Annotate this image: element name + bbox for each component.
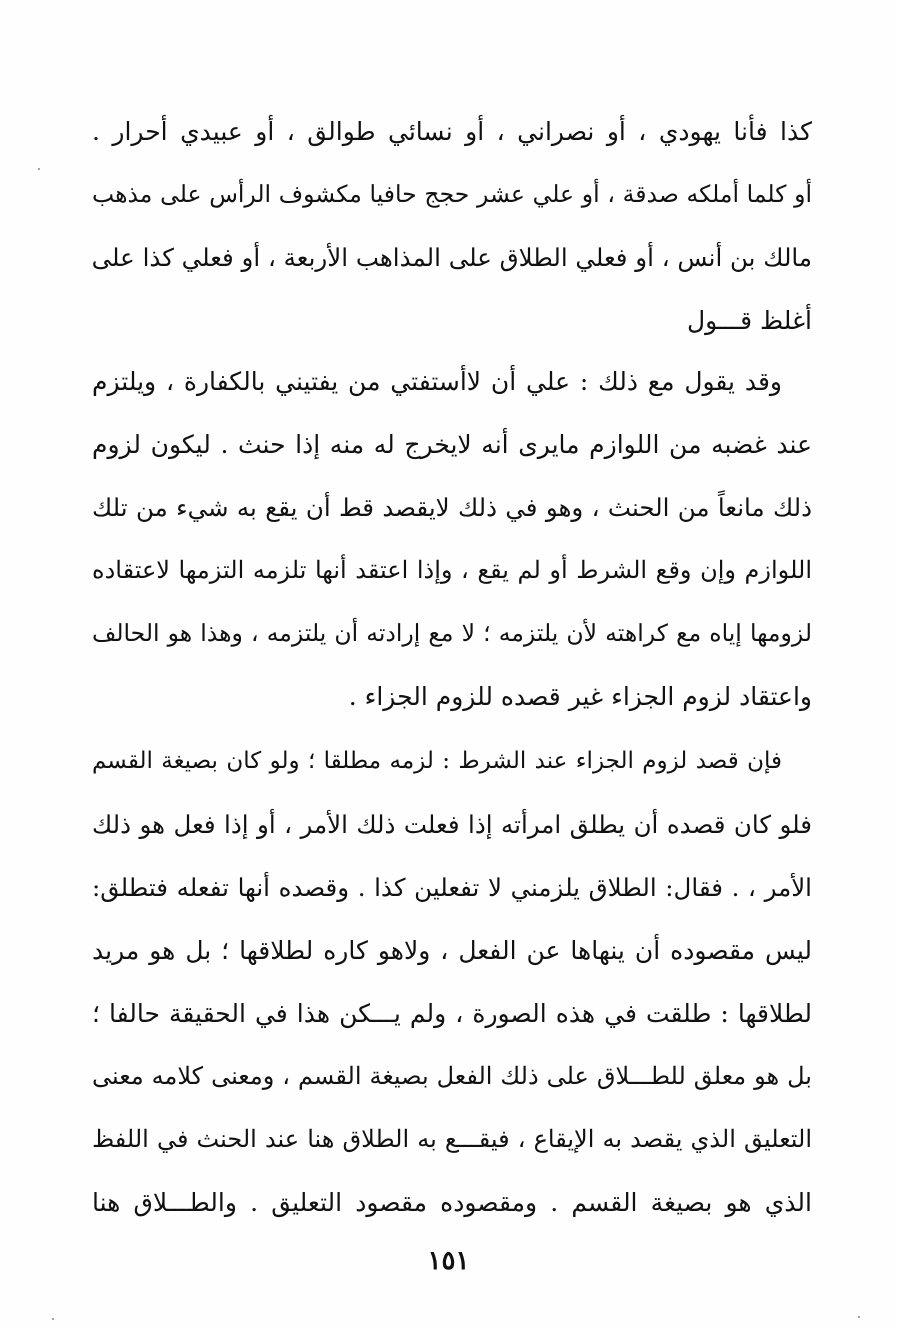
text-line: ذلك مانعاً من الحنث ، وهو في ذلك لايقصد قط أن يقع به شيء من تلك [92, 493, 812, 522]
text-line: اللوازم وإن وقع الشرط أو لم يقع ، وإذا اعتقد أنها تلزمه التزمها لاعتقاده [92, 556, 812, 584]
text-line: واعتقاد لزوم الجزاء غير قصده للزوم الجزاء . [348, 682, 812, 711]
text-line: عند غضبه من اللوازم مايرى أنه لايخرج له منه إذا حنث . ليكون لزوم [92, 430, 812, 459]
paragraph-2 [92, 350, 812, 728]
text-line: فلو كان قصده أن يطلق امرأته إذا فعلت ذلك الأمر ، أو إذا فعل هو ذلك [92, 810, 812, 839]
text-line: كذا فأنا يهودي ، أو نصراني ، أو نسائي طوالق ، أو عبيدي أحرار . [92, 117, 812, 146]
text-line: فإن قصد لزوم الجزاء عند الشرط : لزمه مطلقا ؛ ولو كان بصيغة القسم [92, 748, 782, 774]
scan-speck [52, 1318, 54, 1320]
text-line: مالك بن أنس ، أو فعلي الطلاق على المذاهب الأربعة ، أو فعلي كذا على [92, 243, 812, 272]
paragraph-1 [92, 100, 812, 352]
text-line: وقد يقول مع ذلك : علي أن لاأستفتي من يفتيني بالكفارة ، ويلتزم [92, 367, 782, 396]
text-line: التعليق الذي يقصد به الإيقاع ، فيقـــع به الطلاق هنا عند الحنث في اللفظ [92, 1125, 812, 1153]
text-line: بل هو معلق للطـــلاق على ذلك الفعل بصيغة القسم ، ومعنى كلامه معنى [92, 1062, 812, 1090]
paragraph-3 [92, 730, 812, 1234]
scan-speck [858, 1316, 860, 1318]
text-line: الذي هو بصيغة القسم . ومقصوده مقصود التعليق . والطـــلاق هنا [92, 1188, 812, 1217]
text-line: لطلاقها : طلقت في هذه الصورة ، ولم يـــكن هذا في الحقيقة حالفا ؛ [92, 999, 812, 1028]
text-line: الأمر ، . فقال: الطلاق يلزمني لا تفعلين كذا . وقصده أنها تفعله فتطلق: [92, 873, 812, 902]
text-line: أغلظ قـــول [687, 306, 812, 335]
scan-speck [38, 168, 40, 170]
text-line: لزومها إياه مع كراهته لأن يلتزمه ؛ لا مع إرادته أن يلتزمه ، وهذا هو الحالف [92, 619, 812, 647]
text-line: أو كلما أملكه صدقة ، أو علي عشر حجج حافيا مكشوف الرأس على مذهب [92, 180, 812, 208]
text-line: ليس مقصوده أن ينهاها عن الفعل ، ولاهو كاره لطلاقها ؛ بل هو مريد [92, 936, 812, 965]
page-number: ١٥١ [427, 1246, 470, 1276]
